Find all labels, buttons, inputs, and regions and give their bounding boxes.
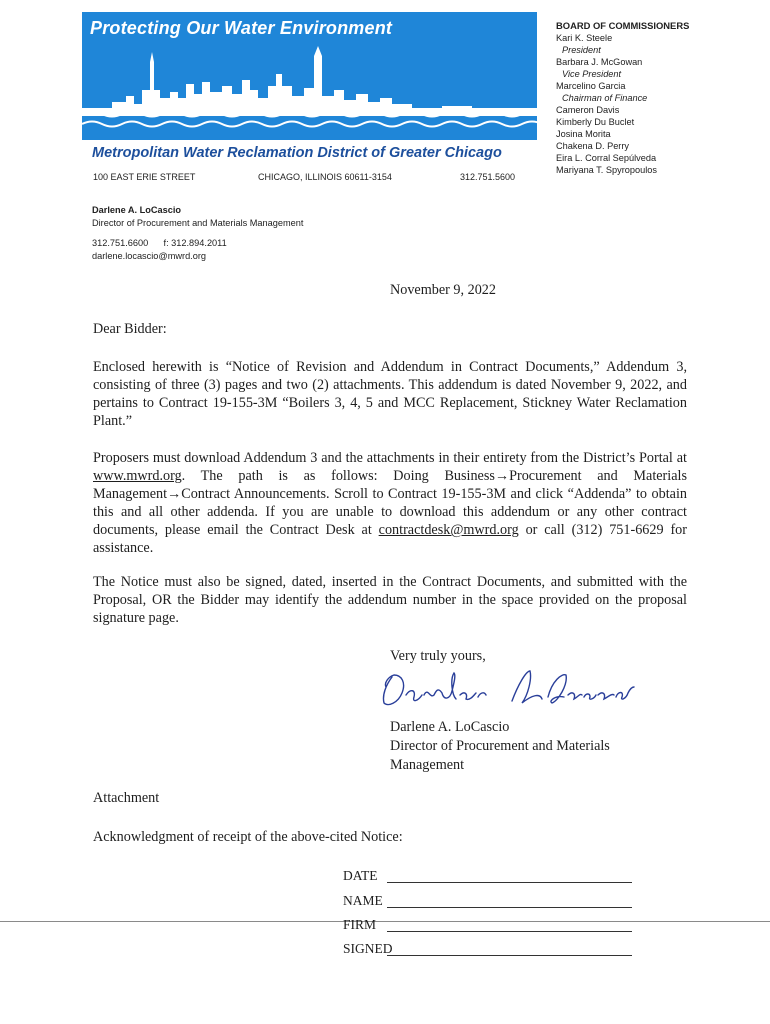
name-field[interactable] [343, 893, 383, 909]
page-fold-line [0, 921, 770, 922]
board-member-name: Barbara J. McGowan [556, 57, 643, 67]
signer-block [390, 718, 610, 775]
date-line[interactable] [387, 882, 632, 883]
name-label: NAME [343, 893, 383, 908]
paragraph-2-text: or call (312) 751-6629 for assistance. [93, 522, 687, 556]
paragraph-2-text: Proposers must download Addendum 3 and the attachments in their entirety from the District’s Portal at [93, 450, 687, 466]
signer-name: Darlene A. LoCascio [390, 719, 510, 735]
sender-block [92, 204, 303, 262]
board-member-name: Marcelino Garcia [556, 81, 626, 91]
board-of-commissioners [556, 20, 689, 176]
signed-label: SIGNED [343, 941, 393, 956]
district-phone: 312.751.5600 [460, 172, 516, 182]
board-member-name: Josina Morita [556, 129, 611, 139]
attachment-label: Attachment [93, 790, 160, 806]
salutation: Dear Bidder: [93, 321, 167, 337]
district-name: Metropolitan Water Reclamation District of Greater Chicago [92, 145, 502, 161]
paragraph-1: Enclosed herewith is “Notice of Revision and Addendum in Contract Documents,” Addendum 3, consisting of three (3) pages and two (2) attachments. This addendum is dated November 9, 2022, and pertains to Contract 19-155-3M “Boilers 3, 4, 5 and MCC Replacement, Stickney Water Reclamation Plant.” [93, 359, 687, 429]
date-label: DATE [343, 868, 378, 883]
board-member-name: Eira L. Corral Sepúlveda [556, 153, 657, 163]
board-member-role: Chairman of Finance [562, 93, 648, 103]
board-member-name: Kimberly Du Buclet [556, 117, 635, 127]
signer-title: Director of Procurement and Materials [390, 738, 610, 754]
paragraph-2-text: . The path is as follows: Doing Business→Procurement and Materials Management→Contract Announcements. Scroll to Contract 19-155-3M and click “Addenda” to obtain this and all other addenda. If you are unable to download this addendum or any other contract documents, please email the Contract Desk at [93, 468, 687, 538]
board-member-name: Chakena D. Perry [556, 141, 630, 151]
acknowledgment-text: Acknowledgment of receipt of the above-cited Notice: [93, 829, 403, 845]
signer-title: Management [390, 757, 465, 773]
signed-field[interactable] [343, 941, 393, 957]
sender-name: Darlene A. LoCascio [92, 205, 182, 215]
board-member-name: Kari K. Steele [556, 33, 613, 43]
date-field[interactable] [343, 868, 378, 884]
contract-desk-email-link[interactable]: contractdesk@mwrd.org [378, 522, 519, 538]
closing: Very truly yours, [390, 648, 486, 664]
city-address: CHICAGO, ILLINOIS 60611-3154 [258, 172, 392, 182]
board-member-role: Vice President [562, 69, 622, 79]
signed-line[interactable] [387, 955, 632, 956]
website-link[interactable]: www.mwrd.org [93, 468, 182, 484]
firm-line[interactable] [387, 931, 632, 932]
handwritten-signature [372, 665, 642, 715]
street-address: 100 EAST ERIE STREET [93, 172, 196, 182]
sender-title: Director of Procurement and Materials Management [92, 217, 304, 228]
letterhead-banner [82, 12, 537, 140]
firm-label: FIRM [343, 917, 377, 932]
firm-field[interactable] [343, 917, 376, 933]
sender-email: darlene.locascio@mwrd.org [92, 250, 207, 261]
board-member-name: Mariyana T. Spyropoulos [556, 165, 657, 175]
board-member-role: President [562, 45, 601, 55]
name-line[interactable] [387, 907, 632, 908]
board-member-name: Cameron Davis [556, 105, 620, 115]
paragraph-3: The Notice must also be signed, dated, inserted in the Contract Documents, and submitted with the Proposal, OR the Bidder may identify the addendum number in the space provided on the proposal signature page. [93, 574, 687, 626]
letter-date: November 9, 2022 [390, 282, 496, 298]
paragraph-2 [93, 449, 687, 557]
sender-phone-fax: 312.751.6600 f: 312.894.2011 [92, 238, 227, 248]
board-heading: BOARD OF COMMISSIONERS [556, 20, 690, 31]
banner-title: Protecting Our Water Environment [90, 18, 393, 38]
